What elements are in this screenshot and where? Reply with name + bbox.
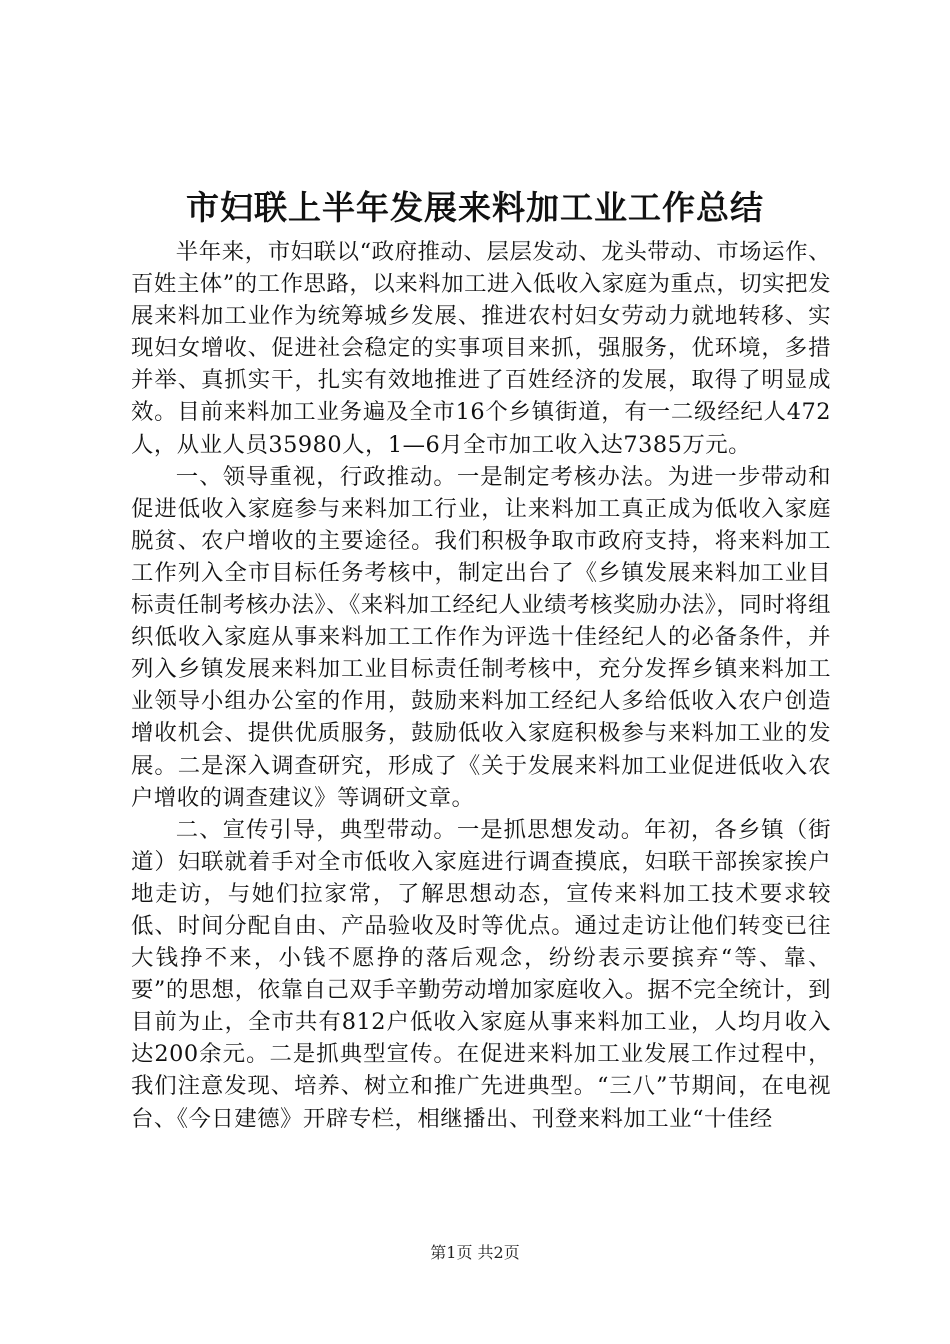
document-body bbox=[131, 236, 831, 1135]
paragraph-intro: 半年来，市妇联以“政府推动、层层发动、龙头带动、市场运作、百姓主体”的工作思路，以来料加工进入低收入家庭为重点，切实把发展来料加工业作为统筹城乡发展、推进农村妇女劳动力就地转移、实现妇女增收、促进社会稳定的实事项目来抓，强服务，优环境，多措并举、真抓实干，扎实有效地推进了百姓经济的发展，取得了明显成效。目前来料加工业务遍及全市16个乡镇街道，有一二级经纪人472人，从业人员35980人，1—6月全市加工收入达7385万元。 bbox=[131, 239, 831, 458]
page-footer: 第1页 共2页 bbox=[430, 1243, 520, 1262]
document-title: 市妇联上半年发展来料加工业工作总结 bbox=[186, 188, 764, 227]
paragraph-section-1: 一、领导重视，行政推动。一是制定考核办法。为进一步带动和促进低收入家庭参与来料加工行业，让来料加工真正成为低收入家庭脱贫、农户增收的主要途径。我们积极争取市政府支持，将来料加工工作列入全市目标任务考核中，制定出台了《乡镇发展来料加工业目标责任制考核办法》、《来料加工经纪人业绩考核奖励办法》，同时将组织低收入家庭从事来料加工工作作为评选十佳经纪人的必备条件，并列入乡镇发展来料加工业目标责任制考核中，充分发挥乡镇来料加工业领导小组办公室的作用，鼓励来料加工经纪人多给低收入农户创造增收机会、提供优质服务，鼓励低收入家庭积极参与来料加工业的发展。二是深入调查研究，形成了《关于发展来料加工业促进低收入农户增收的调查建议》等调研文章。 bbox=[131, 463, 831, 811]
paragraph-section-2: 二、宣传引导，典型带动。一是抓思想发动。年初，各乡镇（街道）妇联就着手对全市低收入家庭进行调查摸底，妇联干部挨家挨户地走访，与她们拉家常，了解思想动态，宣传来料加工技术要求较低、时间分配自由、产品验收及时等优点。通过走访让他们转变已往大钱挣不来，小钱不愿挣的落后观念，纷纷表示要摈弃“等、靠、要”的思想，依靠自己双手辛勤劳动增加家庭收入。据不完全统计，到目前为止，全市共有812户低收入家庭从事来料加工业，人均月收入达200余元。二是抓典型宣传。在促进来料加工业发展工作过程中，我们注意发现、培养、树立和推广先进典型。“三八”节期间，在电视台、《今日建德》开辟专栏，相继播出、刊登来料加工业“十佳经 bbox=[131, 816, 831, 1132]
